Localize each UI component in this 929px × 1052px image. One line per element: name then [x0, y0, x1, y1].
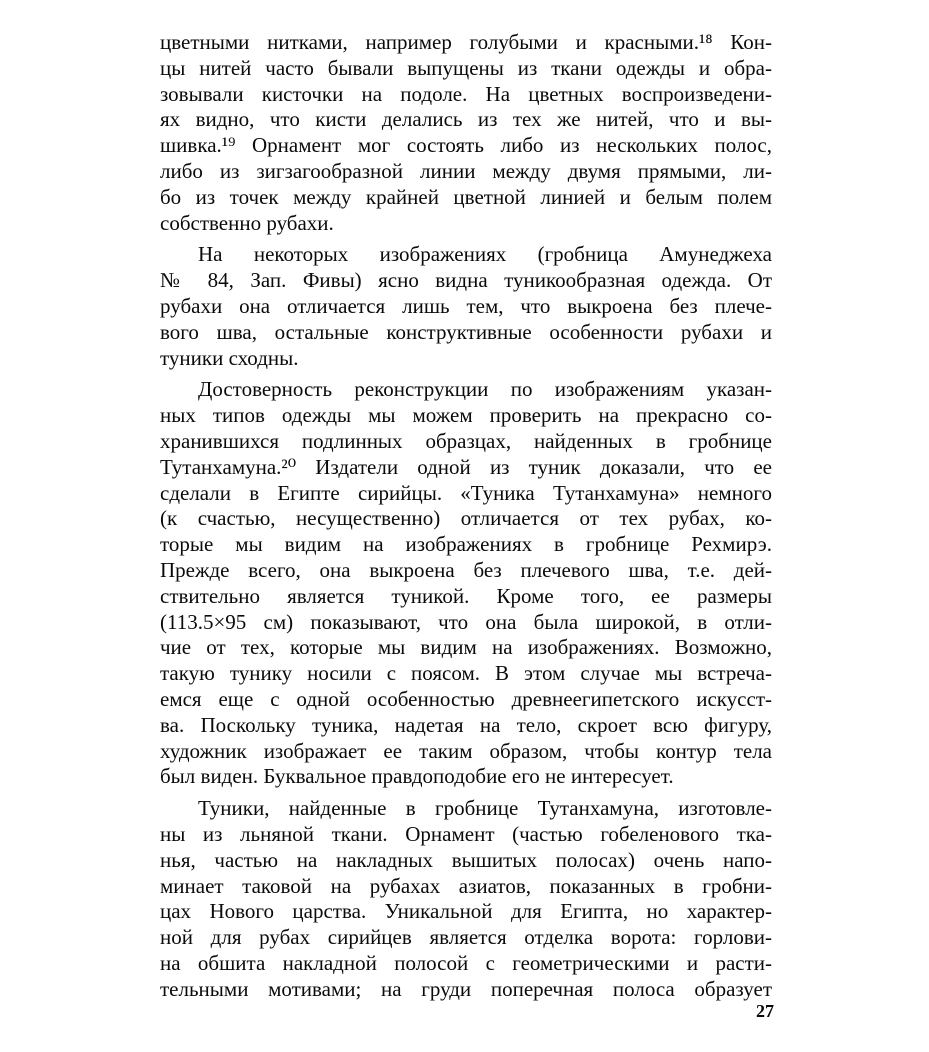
text-line: Прежде всего, она выкроена без плечевого шва, т.е. дей-: [160, 557, 772, 582]
text-line: емся еще с одной особенностью древнеегипетского искусст-: [160, 686, 772, 711]
text-line: либо из зигзагообразной линии между двумя прямыми, ли-: [160, 158, 772, 183]
text-line: цветными нитками, например голубыми и красными.¹⁸ Кон-: [160, 30, 772, 54]
document-body: [160, 30, 772, 1002]
paragraph-4: [160, 796, 772, 1002]
text-line: бо из точек между крайней цветной линией и белым полем: [160, 184, 772, 209]
text-line: № 84, Зап. Фивы) ясно видна туникообразная одежда. От: [160, 268, 772, 293]
text-line: цы нитей часто бывали выпущены из ткани одежды и обра-: [160, 55, 772, 80]
text-line: шивка.¹⁹ Орнамент мог состоять либо из нескольких полос,: [160, 133, 772, 158]
text-line: сделали в Египте сирийцы. «Туника Тутанхамуна» немного: [160, 480, 772, 505]
text-line: ях видно, что кисти делались из тех же нитей, что и вы-: [160, 107, 772, 132]
paragraph-1: [160, 30, 772, 236]
text-line: ны из льняной ткани. Орнамент (частью гобеленового тка-: [160, 821, 772, 846]
text-line: чие от тех, которые мы видим на изображениях. Возможно,: [160, 635, 772, 660]
text-line: (113.5×95 см) показывают, что она была широкой, в отли-: [160, 609, 772, 634]
text-line: Тутанхамуна.²⁰ Издатели одной из туник доказали, что ее: [160, 454, 772, 479]
text-line: ва. Поскольку туника, надетая на тело, скроет всю фигуру,: [160, 712, 772, 737]
text-line: ной для рубах сирийцев является отделка ворота: горлови-: [160, 925, 772, 950]
text-line: собственно рубахи.: [160, 210, 334, 235]
paragraph-2: [160, 242, 772, 371]
text-line: нья, частью на накладных вышитых полосах) очень напо-: [160, 847, 772, 872]
text-line: ных типов одежды мы можем проверить на прекрасно со-: [160, 403, 772, 428]
text-line: вого шва, остальные конструктивные особенности рубахи и: [160, 319, 772, 344]
text-line: Достоверность реконструкции по изображениям указан-: [198, 377, 772, 402]
text-line: художник изображает ее таким образом, чтобы контур тела: [160, 738, 772, 763]
page-number: 27: [756, 1001, 774, 1021]
text-line: На некоторых изображениях (гробница Амунеджеха: [198, 242, 772, 267]
text-line: такую тунику носили с поясом. В этом случае мы встреча-: [160, 661, 772, 686]
text-line: тельными мотивами; на груди поперечная полоса образует: [160, 976, 772, 1001]
text-line: рубахи она отличается лишь тем, что выкроена без плече-: [160, 293, 772, 318]
text-line: хранившихся подлинных образцах, найденных в гробнице: [160, 428, 772, 453]
paragraph-3: [160, 377, 772, 790]
text-line: ствительно является туникой. Кроме того, ее размеры: [160, 583, 772, 608]
text-line: минает таковой на рубахах азиатов, показанных в гробни-: [160, 873, 772, 898]
text-line: торые мы видим на изображениях в гробнице Рехмирэ.: [160, 532, 772, 557]
text-line: был виден. Буквальное правдоподобие его не интересует.: [160, 764, 674, 789]
text-line: на обшита накладной полосой с геометрическими и расти-: [160, 950, 772, 975]
text-line: туники сходны.: [160, 345, 299, 370]
text-line: (к счастью, несущественно) отличается от тех рубах, ко-: [160, 506, 772, 531]
text-line: зовывали кисточки на подоле. На цветных воспроизведени-: [160, 81, 772, 106]
text-line: Туники, найденные в гробнице Тутанхамуна, изготовле-: [198, 796, 772, 821]
text-line: цах Нового царства. Уникальной для Египта, но характер-: [160, 899, 772, 924]
